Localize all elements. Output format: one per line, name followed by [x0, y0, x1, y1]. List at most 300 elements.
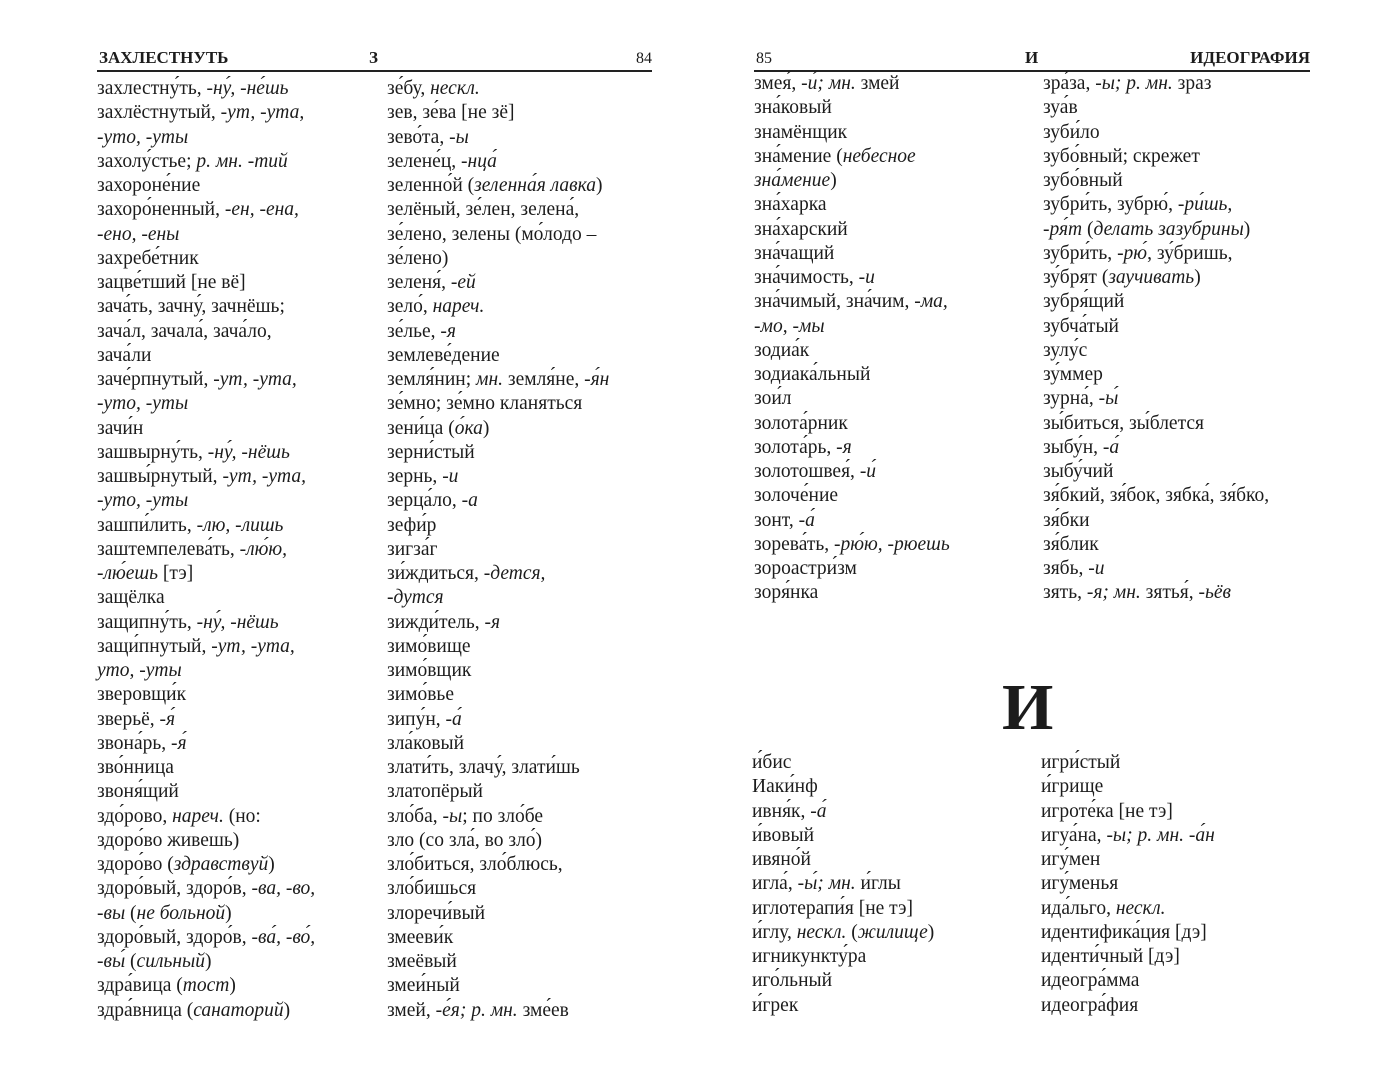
entry-text: ; по зло́бе: [462, 805, 544, 827]
entry-line: [387, 514, 609, 538]
entry-text: здоро́во живешь): [97, 829, 240, 851]
section-i-column-2: [1041, 751, 1215, 1018]
entry-line: [97, 902, 315, 926]
grammar-note: -ва́, -во́,: [251, 926, 316, 948]
entry-line: [754, 363, 950, 387]
grammar-note: -лю́ешь: [97, 563, 158, 584]
entry-text: зме́ев: [517, 999, 569, 1021]
entry-line: [387, 683, 609, 707]
entry-text: зя́бки: [1043, 509, 1090, 531]
right-page-header: [754, 46, 1310, 72]
section-letter: З: [369, 48, 378, 67]
entry-text: зороастри́зм: [754, 558, 857, 579]
entry-line: [387, 780, 609, 804]
entry-text: идеогра́мма: [1041, 970, 1140, 992]
entry-line: [754, 218, 950, 242]
entry-line: [754, 436, 950, 460]
entry-text: зуби́ло: [1043, 121, 1100, 143]
entry-text: золота́рник: [754, 412, 848, 434]
entry-text: зипу́н,: [387, 708, 446, 730]
entry-line: [387, 368, 609, 392]
entry-text: зело́,: [387, 296, 433, 318]
entry-line: [97, 562, 315, 586]
grammar-note: -ря́т: [1043, 218, 1083, 240]
grammar-note: зна́мение: [754, 170, 831, 191]
entry-text: и́бис: [752, 752, 792, 773]
entry-text: зелёный, зе́лен, зелена́,: [387, 199, 580, 221]
entry-text: зы́биться, зы́блется: [1043, 412, 1204, 434]
entry-line: [387, 902, 609, 926]
entry-line: [97, 295, 315, 319]
entry-text: зача́ть, зачну́, зачнёшь;: [97, 296, 285, 318]
entry-line: [754, 387, 950, 411]
entry-text: зна́ковый: [754, 97, 832, 119]
entry-line: [97, 271, 315, 295]
entry-text: иденти́чный [дэ]: [1041, 946, 1180, 967]
entry-text: земля́нин;: [387, 369, 476, 390]
entry-line: [1043, 193, 1269, 217]
entry-text: звоня́щий: [97, 781, 179, 803]
entry-text: ): [229, 975, 236, 997]
entry-text: ): [204, 951, 212, 972]
entry-text: зубри́ть,: [1043, 242, 1118, 264]
entry-text: зеленно́й (: [387, 175, 475, 196]
entry-text: зимо́вище: [387, 635, 471, 657]
entry-text: (: [125, 902, 137, 924]
grammar-note: о́ка: [454, 417, 483, 439]
entry-text: зверовщи́к: [97, 684, 187, 706]
grammar-note: р. мн. -тий: [196, 150, 288, 172]
left-page-header: [97, 46, 652, 72]
entry-text: золоче́ние: [754, 485, 839, 507]
entry-text: золотошвея́,: [754, 461, 860, 482]
left-page-column-2: [387, 77, 609, 1023]
grammar-note: -а: [461, 490, 478, 512]
entry-text: захлестну́ть,: [97, 78, 207, 99]
entry-line: [97, 441, 315, 465]
entry-line: [1043, 290, 1269, 314]
entry-line: [97, 77, 315, 101]
entry-text: зе́мно; зе́мно кланяться: [387, 393, 583, 415]
grammar-note: -я: [836, 436, 852, 458]
entry-text: зодиака́льный: [754, 364, 871, 385]
grammar-note: -я; мн.: [1086, 582, 1141, 604]
entry-line: [387, 586, 609, 610]
entry-text: здоро́вый, здоро́в,: [97, 878, 252, 900]
entry-text: (: [125, 951, 137, 972]
grammar-note: -и: [858, 267, 875, 288]
entry-text: зорева́ть,: [754, 533, 835, 555]
entry-line: [752, 994, 934, 1018]
entry-line: [752, 800, 934, 824]
entry-text: зимо́вье: [387, 684, 454, 706]
entry-line: [752, 969, 934, 993]
entry-line: [754, 484, 950, 508]
entry-text: ): [830, 170, 837, 191]
entry-line: [752, 775, 934, 799]
entry-text: зна́харка: [754, 194, 827, 216]
grammar-note: -ут, -ута,: [220, 102, 305, 124]
entry-line: [1043, 412, 1269, 436]
entry-text: зернь,: [387, 466, 443, 487]
left-page-column-1: [97, 77, 315, 1023]
entry-text: ида́льго,: [1041, 897, 1116, 919]
entry-line: [97, 611, 315, 635]
entry-line: [1041, 921, 1215, 945]
entry-line: [754, 145, 950, 169]
entry-line: [97, 853, 315, 877]
entry-text: игу́мен: [1041, 849, 1101, 870]
entry-text: ): [1243, 218, 1251, 240]
entry-line: [97, 635, 315, 659]
entry-line: [1043, 557, 1269, 581]
entry-text: зачи́н: [97, 417, 144, 439]
entry-line: [97, 489, 315, 513]
entry-line: [387, 974, 609, 998]
entry-text: зябь,: [1043, 558, 1089, 579]
entry-text: здо́рово,: [97, 805, 173, 827]
entry-line: [754, 121, 950, 145]
entry-line: [752, 824, 934, 848]
entry-line: [752, 872, 934, 896]
entry-text: (: [1082, 218, 1094, 240]
entry-text: зубча́тый: [1043, 315, 1119, 337]
entry-text: зуа́в: [1043, 97, 1078, 119]
page-number: 85: [756, 50, 772, 67]
entry-line: [387, 441, 609, 465]
grammar-note: -уто, -уты: [97, 393, 189, 415]
entry-text: ): [268, 854, 275, 875]
entry-text: ): [225, 902, 232, 924]
entry-text: захребе́тник: [97, 247, 199, 269]
entry-line: [1041, 751, 1215, 775]
entry-text: змееви́к: [387, 926, 454, 948]
entry-line: [97, 392, 315, 416]
entry-text: зна́мение (: [754, 145, 843, 167]
grammar-note: -а́: [1102, 436, 1120, 458]
entry-text: игникункту́ра: [752, 946, 867, 967]
grammar-note: -ей: [450, 272, 476, 293]
entry-line: [1041, 848, 1215, 872]
entry-line: [754, 509, 950, 533]
entry-line: [1043, 315, 1269, 339]
grammar-note: -ну́, -не́шь: [206, 78, 289, 99]
grammar-note: -ы́; мн.: [797, 873, 856, 895]
grammar-note: небесное: [842, 145, 916, 167]
entry-line: [387, 101, 609, 125]
entry-line: [1043, 169, 1269, 193]
entry-line: [1041, 969, 1215, 993]
entry-text: зя́блик: [1043, 533, 1099, 555]
entry-line: [752, 945, 934, 969]
entry-text: зубо́вный; скрежет: [1043, 145, 1200, 167]
entry-line: [1043, 339, 1269, 363]
grammar-note: -ну́, -нёшь: [196, 611, 279, 633]
entry-line: [754, 242, 950, 266]
grammar-note: -и: [442, 466, 459, 487]
entry-text: игу́менья: [1041, 873, 1119, 895]
entry-line: [387, 635, 609, 659]
entry-line: [1043, 484, 1269, 508]
grammar-note: не больной: [136, 902, 226, 924]
entry-text: зло (со зла́, во зло́): [387, 829, 543, 851]
entry-line: [387, 271, 609, 295]
entry-line: [387, 126, 609, 150]
entry-text: злоречи́вый: [387, 902, 486, 924]
entry-text: здра́вница (: [97, 999, 194, 1021]
entry-text: идеогра́фия: [1041, 994, 1139, 1016]
entry-line: [387, 344, 609, 368]
entry-text: зашвырну́ть,: [97, 441, 208, 463]
entry-line: [754, 290, 950, 314]
grammar-note: уто, -уты: [97, 660, 182, 681]
grammar-note: -я́: [171, 732, 187, 754]
grammar-note: зеленна́я лавка: [474, 175, 596, 196]
entry-text: зраз: [1172, 73, 1212, 94]
entry-text: зимо́вщик: [387, 660, 472, 681]
entry-text: зыбу́чий: [1043, 461, 1114, 482]
entry-text: игла́,: [752, 873, 798, 895]
grammar-note: нескл.: [796, 921, 847, 943]
grammar-note: -вы́: [97, 951, 126, 972]
entry-line: [1043, 363, 1269, 387]
entry-line: [1041, 994, 1215, 1018]
entry-line: [97, 538, 315, 562]
entry-text: земля́не,: [503, 369, 585, 390]
entry-line: [97, 126, 315, 150]
entry-text: змея́,: [754, 73, 802, 94]
entry-text: зе́бу,: [387, 78, 431, 99]
entry-text: и́грище: [1041, 776, 1104, 798]
entry-text: ): [1194, 267, 1201, 288]
grammar-note: сильный: [136, 951, 205, 972]
entry-text: защипну́ть,: [97, 611, 197, 633]
entry-text: игуа́на,: [1041, 824, 1107, 846]
grammar-note: -нца́: [461, 150, 497, 172]
entry-text: (но:: [223, 805, 261, 827]
grammar-note: -я́н: [584, 369, 610, 390]
entry-text: и́глу,: [752, 921, 797, 943]
entry-line: [97, 756, 315, 780]
entry-text: зево́та,: [387, 126, 450, 148]
grammar-note: -уто, -уты: [97, 126, 189, 148]
entry-line: [97, 320, 315, 344]
grammar-note: -ва, -во,: [251, 878, 316, 900]
entry-line: [1043, 533, 1269, 557]
grammar-note: -и: [1088, 558, 1105, 579]
entry-text: зашвы́рнутый,: [97, 466, 223, 487]
entry-line: [1041, 872, 1215, 896]
entry-text: зижди́тель,: [387, 611, 485, 633]
entry-text: зра́за,: [1043, 73, 1096, 94]
entry-text: защёлка: [97, 587, 165, 609]
entry-line: [754, 460, 950, 484]
entry-line: [387, 926, 609, 950]
entry-text: зурна́,: [1043, 388, 1099, 410]
entry-line: [1043, 460, 1269, 484]
entry-line: [752, 897, 934, 921]
entry-text: захлёстнутый,: [97, 102, 221, 124]
entry-line: [752, 921, 934, 945]
entry-text: здра́вица (: [97, 975, 183, 997]
entry-text: зонт,: [754, 509, 799, 531]
entry-line: [97, 950, 315, 974]
guide-word: ЗАХЛЕСТНУТЬ: [99, 48, 229, 67]
entry-text: ): [482, 417, 490, 439]
entry-text: зефи́р: [387, 514, 437, 536]
entry-line: [1043, 72, 1269, 96]
entry-text: зев, зе́ва [не зё]: [387, 102, 515, 124]
entry-line: [387, 198, 609, 222]
grammar-note: санаторий: [193, 999, 284, 1021]
right-page-column-1: [754, 72, 950, 606]
entry-text: зя́бкий, зя́бок, зябка́, зя́бко,: [1043, 485, 1270, 507]
grammar-note: -а́: [798, 509, 815, 531]
grammar-note: -лю́ю,: [239, 538, 288, 560]
entry-line: [1043, 96, 1269, 120]
entry-text: зи́ждиться,: [387, 563, 484, 584]
grammar-note: -а́: [445, 708, 462, 730]
entry-line: [387, 659, 609, 683]
entry-line: [387, 77, 609, 101]
entry-text: ): [927, 921, 935, 943]
grammar-note: жилище: [857, 921, 928, 943]
entry-text: зои́л: [754, 388, 792, 410]
entry-line: [387, 805, 609, 829]
entry-line: [387, 489, 609, 513]
entry-line: [754, 412, 950, 436]
entry-text: зашпи́лить,: [97, 514, 197, 536]
entry-text: зло́биться, зло́блюсь,: [387, 854, 563, 875]
entry-line: [97, 829, 315, 853]
entry-text: ): [595, 175, 603, 196]
grammar-note: -ьёв: [1198, 582, 1231, 604]
entry-text: зацве́тший [не вё]: [97, 272, 246, 293]
entry-line: [752, 751, 934, 775]
grammar-note: -вы: [97, 902, 126, 924]
entry-text: змеи́ный: [387, 975, 460, 997]
entry-line: [387, 417, 609, 441]
entry-text: зача́л, зачала́, зача́ло,: [97, 320, 272, 342]
entry-line: [97, 101, 315, 125]
entry-text: золота́рь,: [754, 436, 837, 458]
grammar-note: -ы; р. мн. -а́н: [1106, 824, 1215, 846]
entry-text: иглотерапи́я [не тэ]: [752, 897, 914, 919]
grammar-note: -ут, -ута,: [211, 635, 295, 657]
grammar-note: заучивать: [1108, 267, 1195, 288]
entry-line: [1043, 581, 1269, 605]
entry-line: [1041, 800, 1215, 824]
entry-line: [387, 150, 609, 174]
entry-line: [97, 223, 315, 247]
grammar-note: -ут, -ута,: [222, 466, 306, 487]
entry-line: [97, 708, 315, 732]
entry-text: , зу́бришь,: [1147, 242, 1233, 264]
entry-text: зулу́с: [1043, 339, 1088, 361]
entry-line: [1043, 266, 1269, 290]
entry-text: здоро́во (: [97, 854, 174, 875]
grammar-note: -ы́: [1098, 388, 1119, 410]
entry-line: [97, 368, 315, 392]
grammar-note: -я: [440, 320, 456, 342]
guide-word: ИДЕОГРАФИЯ: [1190, 48, 1310, 67]
entry-line: [387, 295, 609, 319]
grammar-note: -уто, -уты: [97, 490, 189, 512]
section-letter: И: [1025, 48, 1039, 67]
entry-line: [97, 683, 315, 707]
entry-line: [97, 198, 315, 222]
entry-text: (: [846, 921, 858, 943]
grammar-note: -и́; мн.: [801, 73, 856, 94]
entry-text: здоро́вый, здоро́в,: [97, 926, 252, 948]
entry-line: [1043, 387, 1269, 411]
entry-line: [97, 805, 315, 829]
entry-text: зерни́стый: [387, 441, 475, 463]
entry-line: [97, 247, 315, 271]
entry-text: зна́чимый, зна́чим,: [754, 291, 915, 313]
grammar-note: -и́: [859, 461, 877, 482]
entry-line: [97, 417, 315, 441]
entry-line: [97, 150, 315, 174]
entry-text: зу́брят (: [1043, 267, 1109, 288]
entry-text: игри́стый: [1041, 752, 1121, 773]
entry-text: зна́чимость,: [754, 267, 859, 288]
grammar-note: -а́: [810, 800, 827, 822]
grammar-note: нескл.: [1115, 897, 1166, 919]
grammar-note: -дутся: [387, 587, 444, 609]
entry-line: [97, 586, 315, 610]
entry-line: [97, 514, 315, 538]
entry-text: идентифика́ция [дэ]: [1041, 921, 1207, 943]
page-number: 84: [636, 50, 652, 67]
grammar-note: -ну́, -нёшь: [207, 441, 290, 463]
entry-line: [97, 974, 315, 998]
entry-text: зе́лье,: [387, 320, 441, 342]
entry-line: [387, 538, 609, 562]
entry-text: зятья́,: [1140, 582, 1199, 604]
entry-text: землеве́дение: [387, 344, 500, 366]
grammar-note: -ма,: [914, 291, 948, 313]
grammar-note: -я: [484, 611, 501, 633]
entry-line: [387, 247, 609, 271]
entry-text: зверьё,: [97, 708, 160, 730]
entry-text: и́грек: [752, 994, 799, 1016]
entry-line: [1041, 945, 1215, 969]
entry-text: зла́ковый: [387, 732, 465, 754]
section-heading-letter: И: [1002, 671, 1054, 744]
entry-line: [97, 465, 315, 489]
grammar-note: нареч.: [172, 805, 224, 827]
entry-line: [752, 848, 934, 872]
grammar-note: -мо, -мы: [754, 315, 825, 337]
entry-text: захороне́ние: [97, 175, 201, 196]
entry-line: [387, 950, 609, 974]
entry-line: [387, 562, 609, 586]
entry-line: [754, 533, 950, 557]
entry-text: зубря́щий: [1043, 291, 1125, 313]
entry-line: [387, 999, 609, 1023]
entry-line: [754, 96, 950, 120]
entry-line: [754, 581, 950, 605]
entry-line: [1043, 121, 1269, 145]
entry-text: [тэ]: [158, 563, 194, 584]
entry-text: зна́харский: [754, 218, 848, 240]
entry-text: зерца́ло,: [387, 490, 462, 512]
entry-line: [754, 193, 950, 217]
grammar-note: -лю, -лишь: [196, 514, 284, 536]
entry-text: зе́лено, зелены (мо́лодо –: [387, 223, 597, 245]
entry-text: зво́нница: [97, 757, 174, 778]
